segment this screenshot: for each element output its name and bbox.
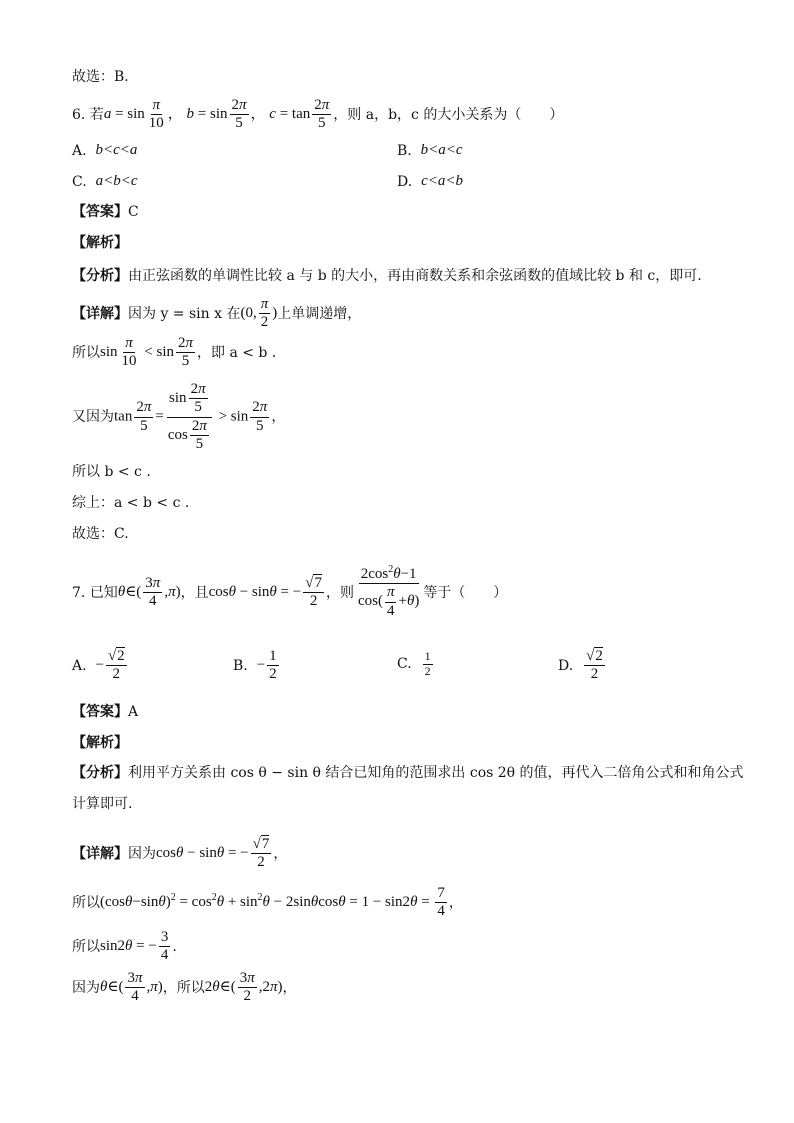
q7-option-b: B. − $\frac{1}{2}$ <box>233 648 277 683</box>
q6-answer: 【答案】 C <box>72 204 139 220</box>
q7-step-2: 所以 $(\cos\theta-\sin\theta)^2 = \cos^2\theta + \sin^2\theta - 2\sin\theta\cos\theta = 1 - \sin 2\theta$ = $\frac{7}{4}$ ， <box>72 885 463 920</box>
q6-option-b: B. b<a<c <box>397 142 463 159</box>
q7-step-1: 【详解】 因为 cosθ − sinθ = − $\frac{√7}{2}$ ， <box>72 836 288 871</box>
q7-fenxi-line-1: 【分析】 利用平方关系由 cos θ − sin θ 结合已知角的范围求出 cos 2θ 的值，再代入二倍角公式和和角公式 <box>72 765 744 781</box>
q6-analysis-heading: 【解析】 <box>72 235 128 251</box>
q7-fenxi-line-2: 计算即可. <box>72 796 133 812</box>
q7-option-c: C. $\frac{1}{2}$ <box>397 649 431 678</box>
q7-step-3: 所以 sin2θ = − $\frac{3}{4}$ . <box>72 929 177 964</box>
q7-option-a: A. − $\frac{√2}{2}$ <box>72 648 125 683</box>
q6-option-a: A. b<c<a <box>72 142 138 159</box>
q7-stem: 7. 已知 θ∈( $\frac{3\pi}{4}$ ,π) ，且 cosθ − sinθ = − $\frac{√7}{2}$ ，则 $2\cos^2\theta-1$ cos( $\frac{\pi}{4}$ +θ) 等于（ ） <box>72 564 508 619</box>
q6-step-2: 所以 sin $\frac{\pi}{10}$ < sin $\frac{2\pi}{5}$ ，即 a < b . <box>72 335 277 370</box>
q6-step-4: 所以 b < c . <box>72 464 151 480</box>
q7-answer: 【答案】 A <box>72 704 139 720</box>
q7-step-4: 因为 θ∈( $\frac{3\pi}{4}$ ,π) ，所以 2θ∈( $\frac{3\pi}{2}$ ,2π) ， <box>72 970 297 1005</box>
prev-answer: 故选：B． <box>72 69 139 85</box>
q6-step-3: 又因为 tan $\frac{2\pi}{5}$ = sin $\frac{2\pi}{5}$ cos $\frac{2\pi}{5}$ > sin $\frac{2\pi}{5}$ ， <box>72 381 286 452</box>
q6-option-d: D. c<a<b <box>397 173 463 190</box>
q7-analysis-heading: 【解析】 <box>72 735 128 751</box>
q6-stem: 6. 若 a = sin $\frac{\pi}{10}$ ， b = sin $\frac{2\pi}{5}$ ， c = tan $\frac{2\pi}{5}$ ，则 a，b，c 的大小关系为（ ） <box>72 97 564 132</box>
q6-option-c: C. a<b<c <box>72 173 138 190</box>
q6-fenxi: 【分析】 由正弦函数的单调性比较 a 与 b 的大小，再由商数关系和余弦函数的值域比较 b 和 c，即可. <box>72 268 702 284</box>
q6-conclusion: 故选：C. <box>72 526 129 542</box>
q6-step-1: 【详解】 因为 y = sin x 在 (0, $\frac{\pi}{2}$ ) 上单调递增， <box>72 296 362 331</box>
q6-a-def: a = sin $\frac{\pi}{10}$ ， b = sin $\frac{2\pi}{5}$ ， c = tan $\frac{2\pi}{5}$ <box>103 97 330 132</box>
q7-option-d: D. $\frac{√2}{2}$ <box>558 648 603 683</box>
q6-step-5: 综上：a < b < c . <box>72 495 190 511</box>
